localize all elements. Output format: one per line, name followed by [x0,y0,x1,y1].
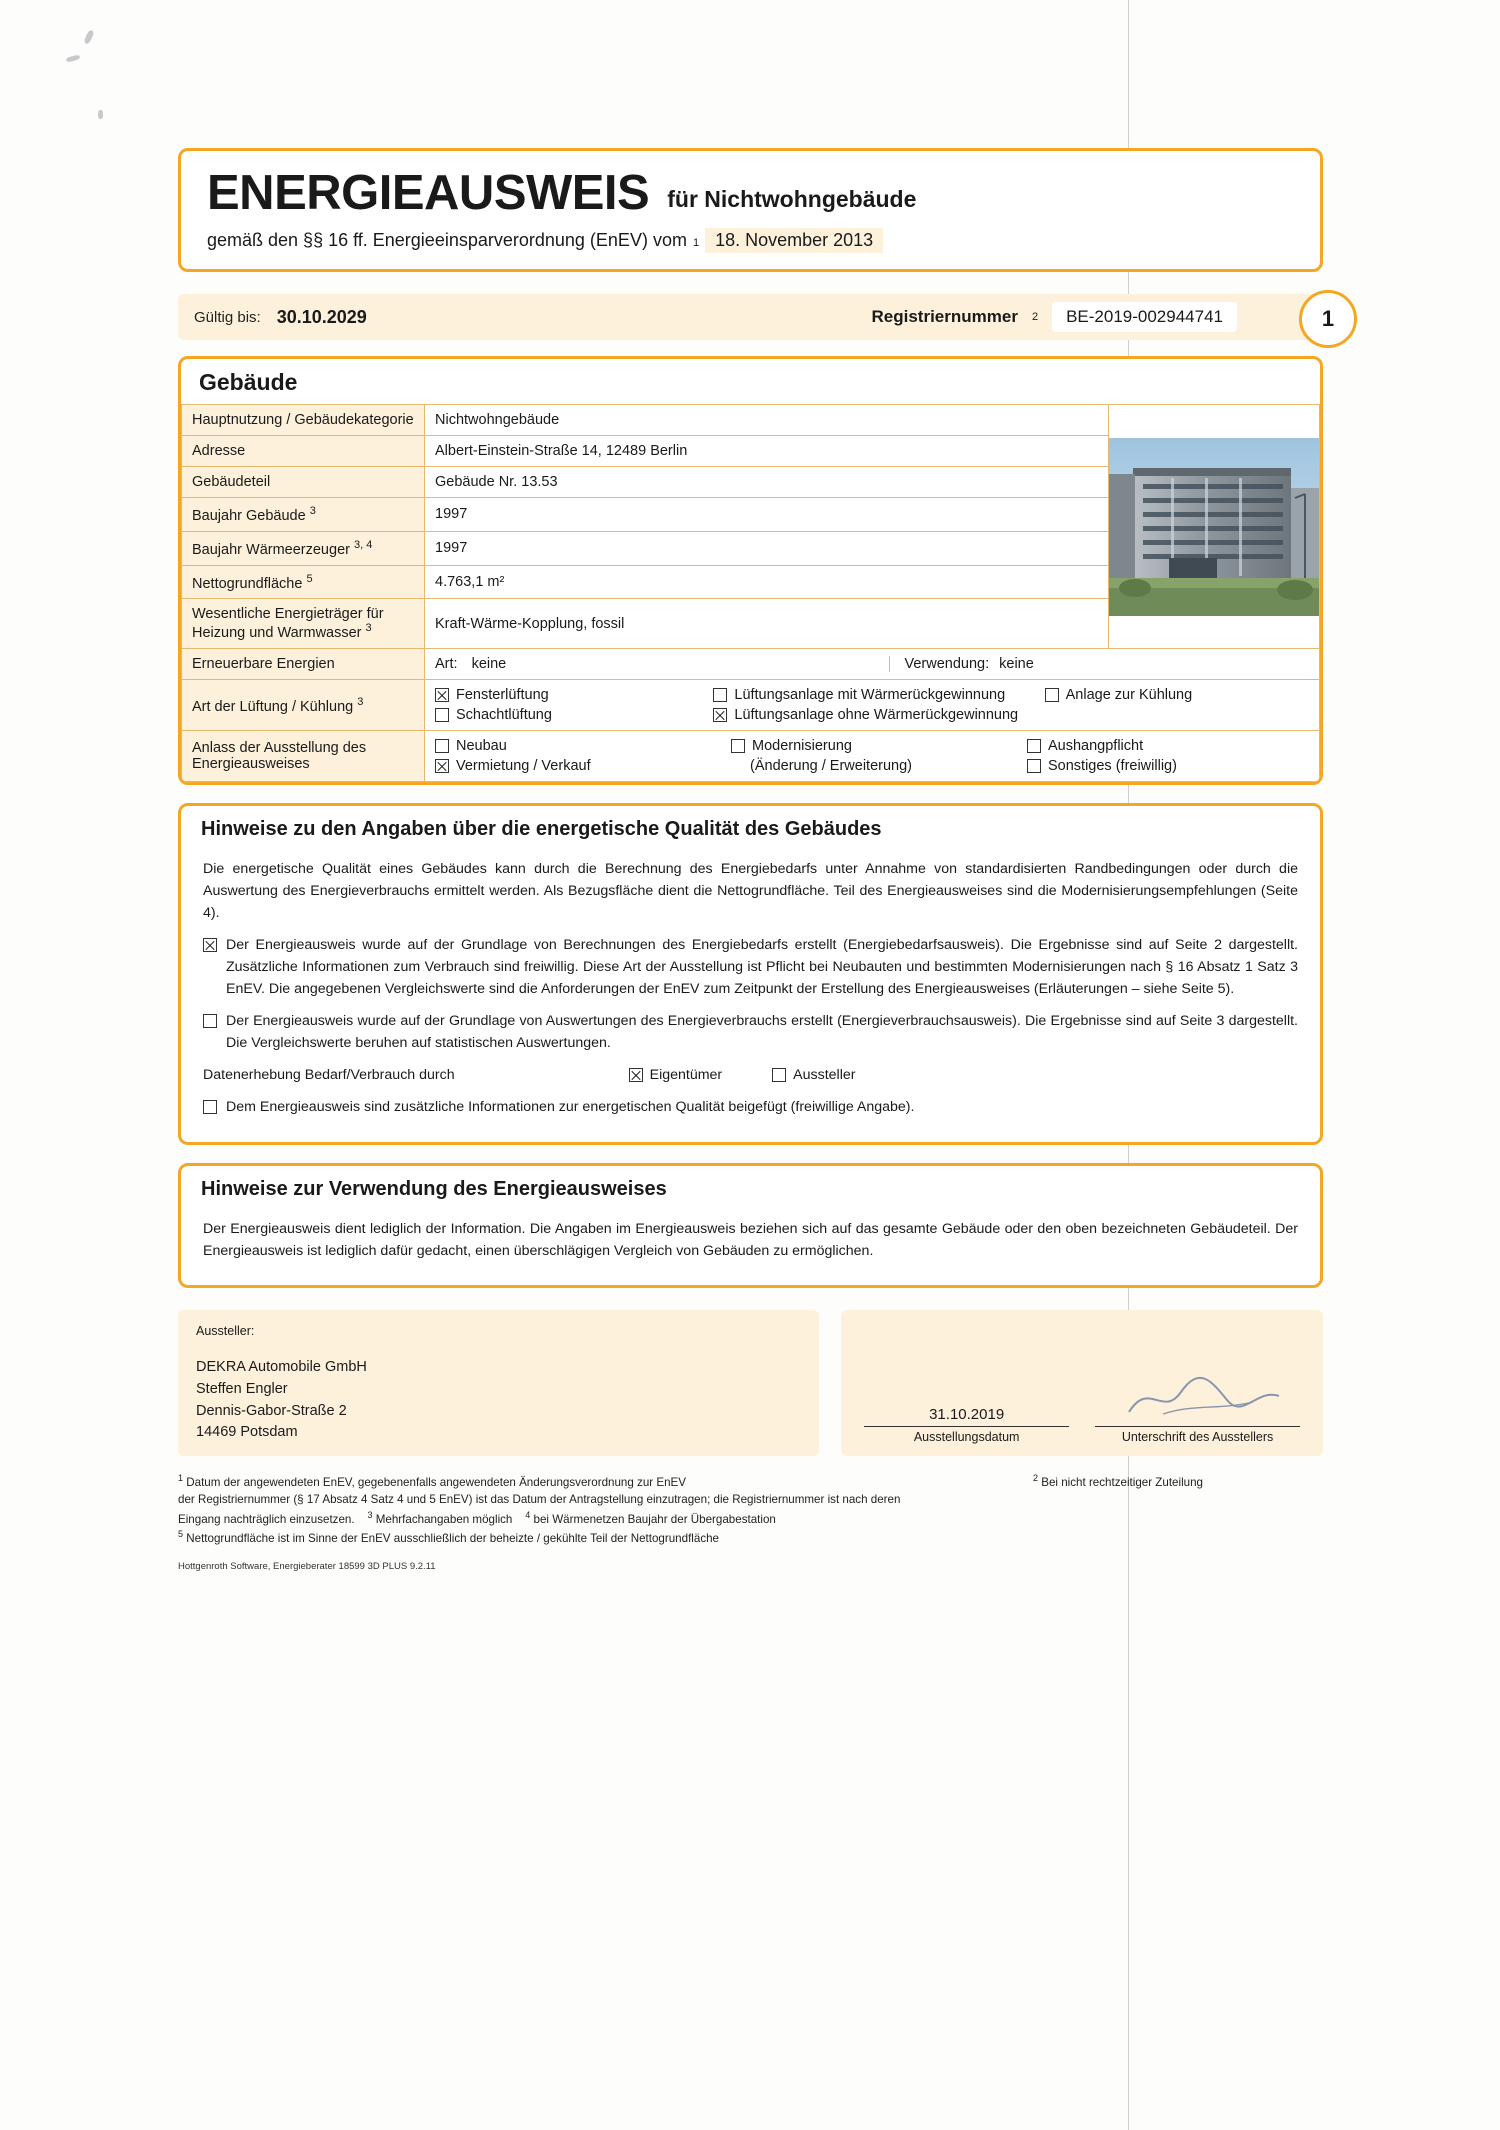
checkbox-checked-icon[interactable] [713,708,727,722]
issue-date-label: Ausstellungsdatum [864,1426,1069,1444]
validity-label: Gültig bis: [194,308,261,326]
issuer-section [178,1310,1323,1456]
table-row-renewable [182,649,1320,680]
option-label: Lüftungsanlage ohne Wärmerückgewinnung [734,707,1019,724]
footnote-line [178,1472,1023,1491]
row-label-text: Baujahr Wärmeerzeuger [192,541,350,558]
signature-box [841,1310,1323,1456]
issuer-box [178,1310,819,1456]
footnote-marker: 2 [1033,1473,1039,1484]
verbrauch-option[interactable] [203,1010,1298,1054]
footnote-text: Bei nicht rechtzeitiger Zuteilung [1041,1475,1204,1489]
row-label-text: Hauptnutzung / Gebäudekategorie [192,412,414,428]
issuer-line: Steffen Engler [196,1380,288,1397]
footnote-marker: 3 [367,1509,373,1520]
row-footnote-marker: 3 [309,505,316,517]
checkbox-icon[interactable] [203,1014,217,1028]
option-label: Eigentümer [649,1067,723,1084]
option-label: (Änderung / Erweiterung) [750,758,912,775]
footnote-text: Eingang nachträglich einzusetzen. [178,1512,355,1526]
ventilation-option[interactable] [713,707,1030,723]
table-row-occasion [182,731,1320,782]
row-value-text: Gebäude Nr. 13.53 [435,474,558,490]
quality-hints-title: Hinweise zu den Angaben über die energetische Qualität des Gebäudes [201,818,882,841]
usage-hints-title: Hinweise zur Verwendung des Energieausweises [201,1178,667,1201]
footnote-text: Datum der angewendeten EnEV, gegebenenfalls angewendeten Änderungsverordnung zur EnEV [186,1475,687,1489]
row-label-text: Adresse [192,443,246,459]
data-collection-row [203,1064,1298,1086]
row-value [425,649,1320,680]
issue-date-value: 31.10.2019 [929,1406,1005,1424]
building-section-title: Gebäude [199,369,298,395]
validity-row [178,294,1335,340]
building-section [178,356,1323,785]
building-photo-cell [1109,405,1320,649]
checkbox-checked-icon[interactable] [435,688,449,702]
option-label: Aushangpflicht [1048,738,1144,755]
attachment-option[interactable] [203,1096,1298,1118]
bedarf-option-text: Der Energieausweis wurde auf der Grundlage von Berechnungen des Energiebedarfs erstellt (Energiebedarfsausweis). Die Ergebnisse sind auf Seite 2 dargestellt. Zusätzliche Informationen zum Verbrauch sind freiwillig. Diese Art der Ausstellung ist Pflicht bei Neubauten und bestimmten Modernisierungen nach § 16 Absatz 1 Satz 3 EnEV. Die angegebenen Vergleichswerte sind die Anforderungen der EnEV zum Zeitpunkt der Erstellung des Energieausweises (Erläuterungen – siehe Seite 5). [226,937,1298,998]
row-label-text: Erneuerbare Energien [192,656,335,673]
row-value-text: 4.763,1 m² [435,574,505,591]
ventilation-option[interactable] [1045,687,1309,703]
issuer-line: 14469 Potsdam [196,1424,298,1441]
usage-hints-section [178,1163,1323,1288]
law-prefix: gemäß den §§ 16 ff. Energieeinsparverordnung (EnEV) vom [207,230,687,250]
row-label [182,531,425,565]
page-title: ENERGIEAUSWEIS [207,166,650,220]
row-label [182,467,425,498]
header-box [178,148,1323,272]
footnote-text: bei Wärmenetzen Baujahr der Übergabestation [533,1512,776,1526]
footnote-text: der Registriernummer (§ 17 Absatz 4 Satz 4 und 5 EnEV) ist das Datum der Antragstellung einzutragen; die Registriernummer ist nach deren [178,1493,901,1507]
occasion-note [731,758,1013,774]
registration-number-value: BE-2019-002944741 [1052,302,1237,332]
law-date: 18. November 2013 [705,228,883,253]
footnote-marker: 5 [178,1528,184,1539]
data-collection-option-owner[interactable] [629,1064,723,1086]
row-value [425,680,1320,731]
row-label-text: Wesentliche Energieträger für Heizung und Warmwasser [192,606,384,642]
data-collection-label: Datenerhebung Bedarf/Verbrauch durch [203,1067,455,1084]
footnote-text: Nettogrundfläche ist im Sinne der EnEV ausschließlich der beheizte / gekühlte Teil der Nettogrundfläche [186,1531,720,1545]
row-value [425,498,1109,532]
table-row-ventilation [182,680,1320,731]
ventilation-option[interactable] [713,687,1030,703]
building-table [181,404,1320,782]
renewable-art-value: keine [471,656,507,673]
registration-number-label: Registriernummer [871,307,1018,326]
checkbox-icon[interactable] [772,1068,786,1082]
usage-hints-text: Der Energieausweis dient lediglich der Information. Die Angaben im Energieausweis beziehen sich auf das gesamte Gebäude oder den oben bezeichneten Gebäudeteil. Der Energieausweis ist lediglich dafür gedacht, einen überschlägigen Vergleich von Gebäuden zu ermöglichen. [203,1221,1298,1260]
checkbox-icon[interactable] [435,739,449,753]
quality-hints-section [178,803,1323,1145]
registration-footnote-marker: 2 [1031,311,1039,323]
row-label [182,599,425,649]
attachment-option-text: Dem Energieausweis sind zusätzliche Informationen zur energetischen Qualität beigefügt (freiwillige Angabe). [226,1099,915,1116]
scan-speck [66,54,81,62]
quality-hints-intro: Die energetische Qualität eines Gebäudes kann durch die Berechnung des Energiebedarfs unter Annahme von standardisierten Randbedingungen oder durch die Auswertung des Energieverbrauchs ermittelt werden. Als Bezugsfläche dient die Nettogrundfläche. Teil des Energieausweises sind die Modernisierungsempfehlungen (Seite 4). [203,861,1298,922]
issuer-label: Aussteller: [196,1324,255,1339]
checkbox-icon[interactable] [435,708,449,722]
option-label: Fensterlüftung [456,687,549,704]
scan-speck [98,110,103,119]
row-value [425,565,1109,599]
occasion-option[interactable] [1027,738,1309,754]
row-label-text: Nettogrundfläche [192,575,303,592]
signature-label: Unterschrift des Ausstellers [1095,1426,1300,1444]
checkbox-icon[interactable] [713,688,727,702]
row-label [182,649,425,680]
row-label [182,565,425,599]
footnotes-left [178,1472,1023,1547]
ventilation-option[interactable] [435,707,699,723]
renewable-art-label: Art: [435,656,458,673]
row-label-text: Baujahr Gebäude [192,507,306,524]
occasion-option[interactable] [731,738,1013,754]
option-label: Lüftungsanlage mit Wärmerückgewinnung [734,687,1006,704]
footnote-marker: 4 [525,1509,531,1520]
checkbox-icon[interactable] [1027,759,1041,773]
row-label [182,731,425,782]
footnotes-right [1033,1472,1323,1547]
validity-value: 30.10.2029 [276,306,367,327]
option-label: Schachtlüftung [456,707,552,724]
verbrauch-option-text: Der Energieausweis wurde auf der Grundlage von Auswertungen des Energieverbrauchs erstellt (Energieverbrauchsausweis). Die Ergebnisse sind auf Seite 3 dargestellt. Die Vergleichswerte beruhen auf statistischen Auswertungen. [226,1013,1298,1052]
building-photo [1109,438,1319,616]
row-label [182,498,425,532]
row-value [425,531,1109,565]
row-value-text: 1997 [435,540,468,557]
issuer-line: Dennis-Gabor-Straße 2 [196,1402,347,1419]
row-footnote-marker: 3 [357,695,364,708]
row-label-text: Art der Lüftung / Kühlung [192,698,354,715]
scan-speck [83,29,94,44]
footnote-line [178,1528,1023,1547]
renewable-use-value: keine [999,656,1034,673]
title-row [207,166,1294,220]
quality-hints-body [181,845,1320,1118]
checkbox-checked-icon[interactable] [435,759,449,773]
law-reference [207,228,1294,253]
footnote-line [1033,1472,1323,1491]
option-label: Aussteller [793,1067,856,1084]
usage-hints-body [181,1205,1320,1262]
issue-date-group [864,1406,1069,1444]
row-value [425,599,1109,649]
row-label-text: Anlass der Ausstellung des Energieausweises [192,740,367,773]
software-credit: Hottgenroth Software, Energieberater 18599 3D PLUS 9.2.11 [178,1561,436,1573]
row-value [425,405,1109,436]
signature-icon [1123,1374,1283,1420]
checkbox-checked-icon[interactable] [203,938,217,952]
occasion-option[interactable] [435,738,717,754]
row-value [425,436,1109,467]
row-footnote-marker: 3, 4 [354,538,373,551]
option-label: Vermietung / Verkauf [456,758,591,775]
document-content [178,148,1335,1573]
law-footnote-marker: 1 [692,237,700,249]
row-value-text: Kraft-Wärme-Kopplung, fossil [435,615,625,632]
ventilation-option[interactable] [435,687,699,703]
option-label: Sonstiges (freiwillig) [1048,758,1177,775]
option-label: Anlage zur Kühlung [1065,687,1193,704]
option-label: Modernisierung [752,738,852,755]
footnote-line [178,1509,1023,1528]
option-label: Neubau [456,738,507,755]
row-value [425,467,1109,498]
row-label [182,405,425,436]
data-collection-option-issuer[interactable] [772,1064,855,1086]
renewable-use-label: Verwendung: [904,656,990,673]
row-label [182,436,425,467]
row-footnote-marker: 5 [306,572,313,585]
checkbox-icon[interactable] [731,739,745,753]
footnotes [178,1472,1323,1547]
footnote-marker: 1 [178,1473,184,1484]
footnote-text: Mehrfachangaben möglich [375,1512,513,1526]
bedarf-option[interactable] [203,934,1298,1000]
checkbox-checked-icon[interactable] [629,1068,643,1082]
row-label-text: Gebäudeteil [192,474,271,490]
row-value-text: 1997 [435,506,468,523]
checkbox-icon[interactable] [203,1100,217,1114]
row-value-text: Nichtwohngebäude [435,412,560,428]
row-value [425,731,1320,782]
footnote-line [178,1491,1023,1508]
checkbox-icon[interactable] [1027,739,1041,753]
page-number-badge: 1 [1299,290,1357,348]
occasion-option[interactable] [1027,758,1309,774]
registration-number-group [872,302,1307,332]
row-value-text: Albert-Einstein-Straße 14, 12489 Berlin [435,443,688,459]
checkbox-icon[interactable] [1045,688,1059,702]
issuer-line: DEKRA Automobile GmbH [196,1359,367,1376]
row-label [182,680,425,731]
row-footnote-marker: 3 [365,622,372,635]
page-subtitle: für Nichtwohngebäude [667,186,917,212]
occasion-option[interactable] [435,758,717,774]
table-row [182,405,1320,436]
